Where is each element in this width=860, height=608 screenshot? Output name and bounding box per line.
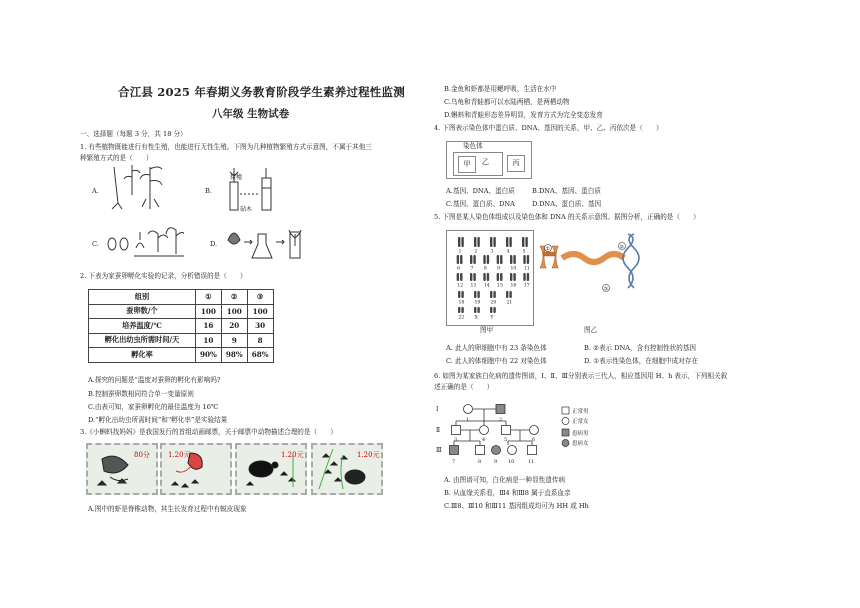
chromosome-number: 2 bbox=[474, 249, 478, 255]
table-header-row bbox=[89, 290, 274, 305]
individual-number: 3 bbox=[454, 437, 458, 443]
q5-stem: 5. 下图是某人染色体组成以及染色体和 DNA 的关系示意图。据图分析，正确的是（ ） bbox=[434, 213, 700, 221]
chromosome-pair bbox=[506, 291, 512, 306]
chromosome-number: 17 bbox=[523, 283, 530, 289]
chromosome-pair bbox=[522, 237, 528, 255]
chromosome-pair bbox=[470, 255, 476, 272]
q6-option-b: B. 从血缘关系看，Ⅲ4 和Ⅲ8 属于直系血亲 bbox=[444, 489, 571, 497]
individual-number: 9 bbox=[494, 459, 498, 465]
table-cell: 8 bbox=[247, 333, 273, 348]
karyotype-figure bbox=[446, 230, 534, 326]
table-cell: 9 bbox=[221, 333, 247, 348]
chromosome-pair bbox=[457, 273, 463, 289]
chromosome-number: 19 bbox=[474, 300, 481, 306]
chromosome-number: 11 bbox=[523, 266, 530, 272]
chromosome-pair bbox=[490, 237, 496, 255]
chromosome-pair bbox=[474, 237, 480, 255]
chromosome-pair bbox=[458, 291, 464, 306]
table-cell: 98% bbox=[221, 348, 247, 363]
q1-option-a: A. bbox=[92, 187, 99, 195]
chromosome-number: 18 bbox=[458, 300, 465, 306]
q3-option-a: A.图中的虾是脊椎动物，其生长发育过程中有蜕皮现象 bbox=[88, 505, 247, 513]
q3-option-b: B.金鱼和虾都是用鳃呼吸，生活在水中 bbox=[444, 85, 557, 93]
table-cell: 组别 bbox=[89, 290, 196, 305]
table-cell: 蚕卵数/个 bbox=[89, 304, 196, 319]
q3-option-c: C.乌龟和青蛙都可以水陆两栖，是两栖动物 bbox=[444, 98, 570, 106]
table-cell: ③ bbox=[247, 290, 273, 305]
chromosome-pair bbox=[470, 273, 476, 289]
q4-stem: 4. 下图表示染色体中蛋白质、DNA、基因的关系，甲、乙、丙依次是（ ） bbox=[434, 124, 663, 132]
table-cell: 68% bbox=[247, 348, 273, 363]
table-cell: 孵化出幼虫所需时间/天 bbox=[89, 333, 196, 348]
q4-option-c: C.基因、蛋白质、DNA bbox=[446, 200, 515, 208]
generation-label: Ⅰ bbox=[436, 406, 439, 413]
chromosome-pair bbox=[506, 237, 512, 255]
stamp-frog bbox=[311, 443, 383, 495]
q3-option-d: D.蝌蚪和青蛙形态差异明显，发育方式为完全变态发育 bbox=[444, 111, 603, 119]
chromosome-pair bbox=[523, 255, 529, 272]
chromosome-pair bbox=[483, 255, 489, 272]
stamp-value: 1.20元 bbox=[281, 451, 304, 459]
chromosome-number: Y bbox=[490, 315, 494, 321]
legend-normal-female: 正常女 bbox=[572, 419, 589, 425]
table-cell: 孵化率 bbox=[89, 348, 196, 363]
chromosome-box bbox=[446, 141, 532, 179]
individual-number: 4 bbox=[482, 437, 486, 443]
chromosome-number: 21 bbox=[506, 300, 513, 306]
chromosome-number: 22 bbox=[458, 315, 465, 321]
q1-stem-line1: 1. 有些植物既能进行有性生殖，也能进行无性生殖。下图为几种植物繁殖方式示意图，不属于其他三 bbox=[80, 143, 372, 151]
figure-b-caption: 图乙 bbox=[584, 326, 598, 334]
q5-option-a: A. 此人的卵细胞中有 23 条染色体 bbox=[446, 344, 547, 352]
q2-option-b: B.控制蚕卵数相同符合单一变量原则 bbox=[88, 390, 194, 398]
stamp-value: 80分 bbox=[134, 451, 150, 459]
chromosome-number: 12 bbox=[457, 283, 464, 289]
table-cell: ② bbox=[221, 290, 247, 305]
table-row bbox=[89, 348, 274, 363]
q3-stem: 3.《小蝌蚪找妈妈》是我国发行的首组动画邮票，关于邮票中动物描述合理的是（ ） bbox=[80, 428, 337, 436]
q2-option-c: C.由表可知，家蚕卵孵化的最佳温度为 16℃ bbox=[88, 403, 219, 411]
q4-option-d: D.DNA、蛋白质、基因 bbox=[532, 200, 602, 208]
chromosome-pair bbox=[474, 307, 480, 321]
table-cell: 100 bbox=[221, 304, 247, 319]
table-cell: 16 bbox=[196, 319, 222, 334]
box-jia: 甲 bbox=[458, 156, 476, 173]
chromosome-pair bbox=[458, 237, 464, 255]
q6-option-c: C.Ⅲ8、Ⅲ10 和Ⅲ11 基因组成均可为 HH 或 Hh bbox=[444, 502, 589, 510]
chromosome-dna-diagram bbox=[534, 232, 662, 298]
individual-number: 10 bbox=[508, 459, 515, 465]
pedigree-chart bbox=[434, 397, 614, 469]
q2-stem: 2. 下表为家蚕卵孵化实验的记录，分析错误的是（ ） bbox=[80, 272, 247, 280]
table-cell: 100 bbox=[196, 304, 222, 319]
q1-figure-b-grafting bbox=[220, 164, 282, 214]
exam-subtitle: 八年级 生物试卷 bbox=[212, 108, 290, 120]
table-row bbox=[89, 319, 274, 334]
chromosome-pair bbox=[490, 291, 496, 306]
table-cell: 90% bbox=[196, 348, 222, 363]
individual-number: 7 bbox=[452, 459, 456, 465]
individual-number: 8 bbox=[478, 459, 482, 465]
q2-data-table bbox=[88, 289, 274, 363]
q1-figure-d-tissue-culture bbox=[222, 220, 308, 268]
scion-label: 接穗 bbox=[230, 174, 243, 181]
q1-option-d: D. bbox=[210, 240, 218, 248]
chromosome-number: 16 bbox=[510, 283, 517, 289]
individual-number: 11 bbox=[528, 459, 535, 465]
individual-number: 5 bbox=[504, 437, 508, 443]
chromosome-pair bbox=[497, 255, 503, 272]
inner-box-a bbox=[453, 152, 503, 176]
q1-figure-a-cuttings bbox=[106, 163, 174, 211]
table-cell: 培养温度/℃ bbox=[89, 319, 196, 334]
chromosome-number: 15 bbox=[497, 283, 504, 289]
chromosome-number: 5 bbox=[522, 249, 526, 255]
q1-stem-line2: 种繁殖方式的是（ ） bbox=[80, 154, 153, 162]
chromosome-pair bbox=[490, 307, 496, 321]
chromosome-pair bbox=[510, 273, 516, 289]
table-cell: 20 bbox=[221, 319, 247, 334]
chromosome-number: 10 bbox=[510, 266, 517, 272]
stock-label: 砧木 bbox=[240, 206, 253, 213]
generation-label: Ⅱ bbox=[436, 427, 441, 434]
q4-option-a: A.基因、DNA、蛋白质 bbox=[446, 187, 515, 195]
table-cell: 30 bbox=[247, 319, 273, 334]
q5-option-c: C. 此人的体细胞中有 22 对染色体 bbox=[446, 357, 547, 365]
chromosome-pair bbox=[474, 291, 480, 306]
box-bing: 丙 bbox=[507, 155, 525, 172]
table-row bbox=[89, 304, 274, 319]
q2-option-a: A.探究的问题是“温度对蚕卵的孵化有影响吗? bbox=[88, 376, 221, 384]
legend-affected-female: 患病女 bbox=[572, 441, 589, 447]
marker-2: ② bbox=[619, 244, 624, 251]
chromosome-pair bbox=[523, 273, 529, 289]
individual-number: 6 bbox=[532, 437, 536, 443]
stamp-value: 1.20元 bbox=[357, 451, 380, 459]
chromosome-number: 13 bbox=[470, 283, 477, 289]
stamp-goldfish bbox=[160, 443, 232, 495]
section-heading: 一、选择题（每题 3 分，共 18 分） bbox=[80, 130, 187, 138]
chromosome-pair bbox=[497, 273, 503, 289]
chromosome-pair bbox=[458, 307, 464, 321]
legend-affected-male: 患病男 bbox=[572, 431, 589, 437]
q2-option-d: D.“孵化出幼虫所需时间”和“孵化率”是实验结果 bbox=[88, 416, 228, 424]
table-row bbox=[89, 333, 274, 348]
marker-3: ③ bbox=[603, 286, 608, 293]
chromosome-pair bbox=[483, 273, 489, 289]
karyotype-diagram bbox=[447, 231, 533, 325]
generation-label: Ⅲ bbox=[436, 447, 442, 454]
table-cell: ① bbox=[196, 290, 222, 305]
q4-option-b: B.DNA、基因、蛋白质 bbox=[532, 187, 601, 195]
exam-title: 合江县 2025 年春期义务教育阶段学生素养过程性监测 bbox=[118, 85, 405, 99]
chromosome-label: 染色体 bbox=[463, 142, 483, 150]
q5-option-d: D. ①表示性染色体，在细胞中成对存在 bbox=[584, 357, 699, 365]
q1-figure-c-seed-germination bbox=[104, 222, 184, 266]
stamp-value: 1.20元 bbox=[168, 451, 191, 459]
chromosome-number: 9 bbox=[497, 266, 501, 272]
q6-option-a: A. 由图谱可知，白化病是一种显性遗传病 bbox=[444, 476, 566, 484]
chromosome-number: 8 bbox=[483, 266, 487, 272]
legend-normal-male: 正常男 bbox=[572, 409, 589, 415]
figure-a-caption: 图甲 bbox=[480, 326, 494, 334]
table-cell: 100 bbox=[247, 304, 273, 319]
chromosome-number: 14 bbox=[483, 283, 490, 289]
chromosome-number: 1 bbox=[458, 249, 462, 255]
box-yi: 乙 bbox=[482, 158, 489, 166]
individual-number: 1 bbox=[466, 417, 470, 423]
chromosome-number: 3 bbox=[490, 249, 494, 255]
q1-option-b: B. bbox=[205, 187, 212, 195]
chromosome-number: 6 bbox=[457, 266, 461, 272]
chromosome-number: 20 bbox=[490, 300, 497, 306]
chromosome-number: X bbox=[474, 315, 478, 321]
q6-stem-line1: 6. 如图为某家族白化病的遗传图谱，Ⅰ、Ⅱ、Ⅲ分别表示三代人，相应基因用 H、h 表示，下列相关叙 bbox=[434, 372, 728, 380]
table-cell: 10 bbox=[196, 333, 222, 348]
marker-1: ① bbox=[545, 246, 550, 253]
chromosome-pair bbox=[457, 255, 463, 272]
stamp-turtle bbox=[235, 443, 307, 495]
stamp-shrimp bbox=[86, 443, 158, 495]
q5-option-b: B. ②表示 DNA，含有控制性状的基因 bbox=[584, 344, 696, 352]
chromosome-pair bbox=[510, 255, 516, 272]
chromosome-number: 4 bbox=[506, 249, 510, 255]
chromosome-number: 7 bbox=[470, 266, 474, 272]
individual-number: 2 bbox=[499, 417, 503, 423]
q6-stem-line2: 述正确的是（ ） bbox=[434, 383, 494, 391]
q1-option-c: C. bbox=[92, 240, 99, 248]
